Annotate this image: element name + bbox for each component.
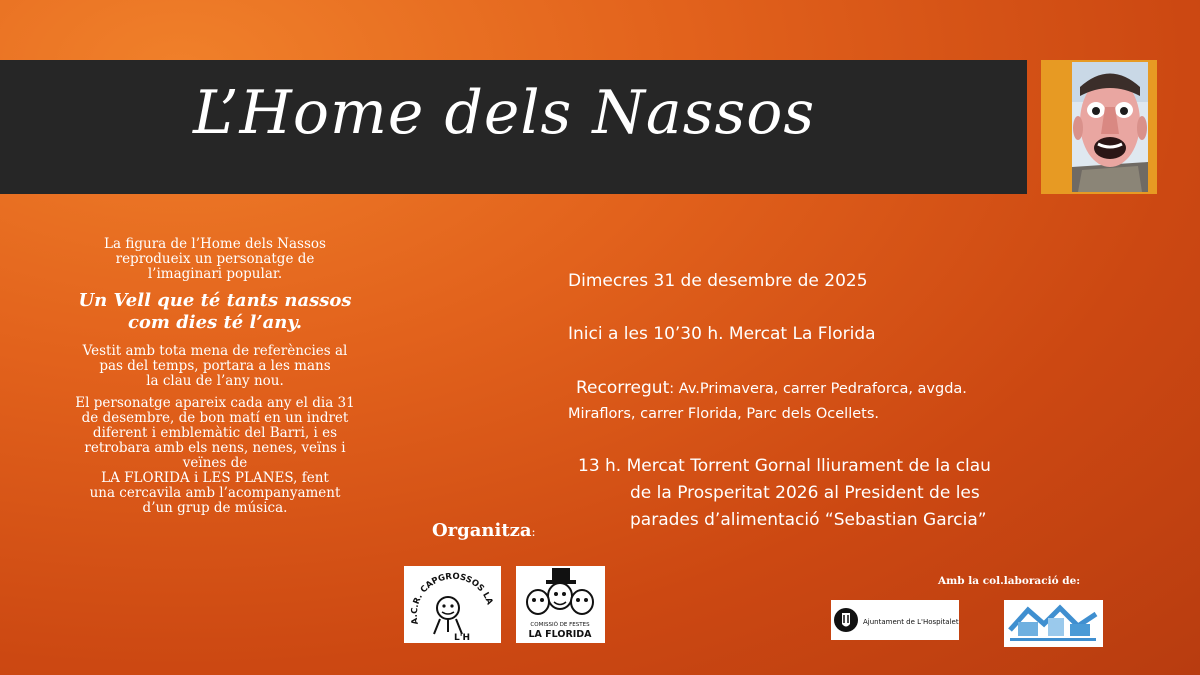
route-text-2: Miraflors, carrer Florida, Parc dels Ocellets. — [568, 406, 880, 422]
appearance-line: de desembre, de bon matí en un indret — [81, 410, 349, 426]
ajuntament-logo-text: Ajuntament de L'Hospitalet — [863, 618, 959, 626]
route-text: : Av.Primavera, carrer Pedraforca, avgda. — [669, 381, 967, 397]
collaboration-label: Amb la col.laboració de: — [938, 575, 1081, 587]
comissio-festes-logo — [516, 566, 605, 643]
ajuntament-logo-art — [831, 600, 959, 640]
appearance-line: LA FLORIDA i LES PLANES, fent — [101, 470, 329, 486]
mask-photo-frame — [1041, 60, 1157, 194]
appearance-line: diferent i emblemàtic del Barri, i es — [92, 425, 338, 441]
associacio-les-planes-logo — [1004, 600, 1103, 647]
capgrossos-logo-art — [404, 566, 501, 643]
capgrossos-logo — [404, 566, 501, 643]
intro-line: l’imaginari popular. — [147, 266, 283, 282]
comissio-line2: LA FLORIDA — [528, 629, 592, 640]
comissio-line1: COMISSIÓ DE FESTES — [530, 622, 590, 628]
capgrossos-logo-lh: L'H — [454, 633, 471, 643]
quote — [50, 290, 380, 334]
associacio-logo-art — [1004, 600, 1103, 647]
appearance-line: d’un grup de música. — [142, 500, 288, 516]
finale-line: de la Prosperitat 2026 al President de les — [630, 483, 980, 503]
capgrossos-logo-text: A.C.R. CAPGROSSOS LA — [409, 571, 495, 626]
appearance-line: El personatge apareix cada any el dia 31 — [75, 395, 355, 411]
ajuntament-logo — [831, 600, 959, 640]
appearance-line: una cercavila amb l’acompanyament — [89, 485, 341, 501]
mask-photo — [1072, 62, 1148, 192]
finale-line: 13 h. Mercat Torrent Gornal lliurament de la clau — [578, 456, 991, 476]
appearance-line: veïnes de — [182, 455, 248, 471]
costume-line: la clau de l’any nou. — [146, 373, 284, 389]
costume-line: Vestit amb tota mena de referències al — [82, 343, 348, 359]
organizers-label — [432, 520, 536, 541]
title-banner — [0, 60, 1027, 194]
description-column — [50, 237, 380, 516]
comissio-festes-logo-art — [516, 566, 605, 643]
intro-line: reprodueix un personatge de — [115, 251, 315, 267]
event-date: Dimecres 31 de desembre de 2025 — [568, 271, 868, 291]
costume-line: pas del temps, portara a les mans — [99, 358, 331, 374]
organizers-label-text: Organitza — [432, 520, 532, 541]
svg-text:A.C.R. CAPGROSSOS LA FLORIDA — [404, 566, 495, 625]
event-route — [576, 378, 967, 398]
event-start: Inici a les 10’30 h. Mercat La Florida — [568, 324, 876, 344]
banner-title: L’Home dels Nassos — [193, 78, 816, 148]
quote-line: com dies té l’any. — [127, 312, 303, 333]
appearance-line: retrobara amb els nens, nenes, veïns i — [84, 440, 346, 456]
intro-line: La figura de l’Home dels Nassos — [104, 236, 326, 252]
organizers-colon: : — [531, 525, 536, 539]
finale-line: parades d’alimentació “Sebastian Garcia” — [630, 510, 987, 530]
route-label: Recorregut — [576, 378, 670, 398]
quote-line: Un Vell que té tants nassos — [78, 290, 352, 311]
